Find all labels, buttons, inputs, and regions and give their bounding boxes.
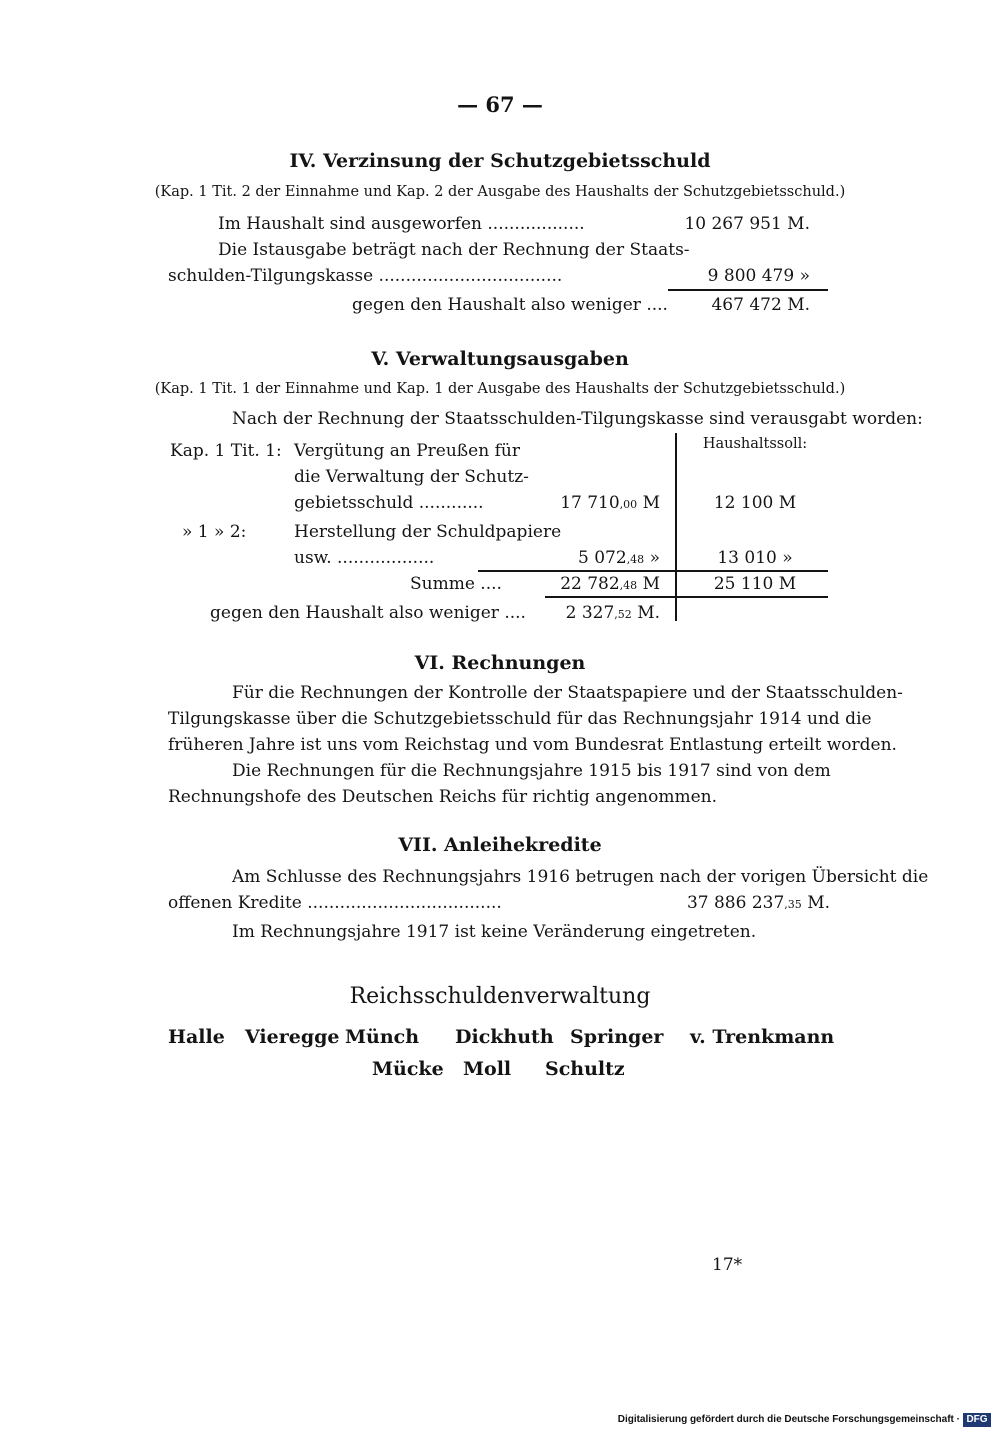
s5-row2-amount	[520, 548, 660, 568]
s6-p2-line1: Die Rechnungen für die Rechnungsjahre 1915 bis 1917 sind von dem	[232, 761, 831, 781]
s5-sum-amount-int: 22 782	[560, 574, 620, 594]
signature-name: Mücke	[372, 1058, 444, 1080]
s7-open-credits-unit: M.	[807, 893, 830, 913]
s6-p2-line2: Rechnungshofe des Deutschen Reichs für richtig angenommen.	[168, 787, 717, 807]
s4-row1-value: 10 267 951 M.	[684, 214, 810, 234]
s4-row3-label: gegen den Haushalt also weniger ....	[352, 295, 668, 315]
signature-name: v. Trenkmann	[690, 1026, 835, 1048]
section-vii-title: VII. Anleihekredite	[398, 834, 602, 856]
signature-name: Springer	[570, 1026, 664, 1048]
section-v-title: V. Verwaltungsausgaben	[371, 348, 629, 370]
signature-name: Moll	[463, 1058, 512, 1080]
s5-sum-label: Summe ....	[410, 574, 502, 594]
s5-sum-amount	[520, 574, 660, 594]
s5-less-rule	[545, 596, 828, 598]
s4-row2-label-b: schulden-Tilgungskasse ..................................	[168, 266, 563, 286]
s6-p1-line2: Tilgungskasse über die Schutzgebietsschuld für das Rechnungsjahr 1914 und die	[168, 709, 872, 729]
s6-p1-line1: Für die Rechnungen der Kontrolle der Staatspapiere und der Staatsschulden-	[232, 683, 903, 703]
s5-sum-amount-unit: M	[642, 574, 660, 594]
sheet-mark: 17*	[712, 1255, 743, 1275]
s5-sum-amount-dec: ,48	[619, 579, 638, 592]
s7-open-credits-int: 37 886 237	[686, 893, 785, 913]
s5-row1-desc-1: Vergütung an Preußen für	[294, 441, 520, 461]
s5-less-amount-dec: ,52	[614, 608, 632, 621]
s5-sum-soll: 25 110 M	[713, 574, 797, 594]
s5-row1-amount-int: 17 710	[560, 493, 620, 513]
s5-row1-amount-unit: M	[642, 493, 660, 513]
s5-vertical-rule	[675, 433, 677, 621]
s5-less-label: gegen den Haushalt also weniger ....	[210, 603, 526, 623]
signature-name: Schultz	[545, 1058, 625, 1080]
page-number: — 67 —	[457, 92, 543, 117]
signature-authority: Reichsschuldenverwaltung	[349, 984, 651, 1009]
signature-name: Vieregge	[245, 1026, 340, 1048]
s4-row2-value: 9 800 479 »	[707, 266, 810, 286]
s5-row1-soll: 12 100 M	[713, 493, 797, 513]
section-vi-title: VI. Rechnungen	[414, 652, 586, 674]
s5-row1-key: Kap. 1 Tit. 1:	[170, 441, 282, 461]
s5-row2-desc-1: Herstellung der Schuldpapiere	[294, 522, 562, 542]
section-iv-reference: (Kap. 1 Tit. 2 der Einnahme und Kap. 2 der Ausgabe des Haushalts der Schutzgebietsschuld.)	[154, 184, 846, 200]
section-iv-title: IV. Verzinsung der Schutzgebietsschuld	[289, 150, 711, 172]
s4-sum-rule	[668, 289, 828, 291]
s5-sum-rule	[478, 570, 828, 572]
s5-row2-amount-dec: ,48	[626, 553, 645, 566]
signature-name: Münch	[345, 1026, 420, 1048]
s7-p1-line2-label: offenen Kredite ....................................	[168, 893, 502, 913]
s5-less-amount-int: 2 327	[565, 603, 615, 623]
s5-less-amount	[520, 603, 660, 623]
s5-row2-desc-2: usw. ..................	[294, 548, 435, 568]
s7-p2: Im Rechnungsjahre 1917 ist keine Veränderung eingetreten.	[232, 922, 757, 942]
s4-row2-label-a: Die Istausgabe beträgt nach der Rechnung der Staats-	[218, 240, 690, 260]
s5-row2-soll: 13 010 »	[717, 548, 793, 568]
s5-row2-amount-int: 5 072	[578, 548, 627, 568]
s5-less-amount-unit: M.	[637, 603, 660, 623]
digitization-credit: Digitalisierung gefördert durch die Deutsche Forschungsgemeinschaft ·	[617, 1414, 960, 1425]
s7-open-credits-dec: ,35	[784, 898, 802, 911]
s5-row2-key: » 1 » 2:	[182, 522, 247, 542]
s7-p1-line1: Am Schlusse des Rechnungsjahrs 1916 betrugen nach der vorigen Übersicht die	[232, 867, 929, 887]
section-v-intro: Nach der Rechnung der Staatsschulden-Tilgungskasse sind verausgabt worden:	[232, 409, 923, 429]
s6-p1-line3: früheren Jahre ist uns vom Reichstag und vom Bundesrat Entlastung erteilt worden.	[168, 735, 897, 755]
s5-row1-desc-3: gebietsschuld ............	[294, 493, 484, 513]
s5-row2-amount-unit: »	[649, 548, 660, 568]
s5-row1-amount-dec: ,00	[619, 498, 638, 511]
dfg-logo: DFG	[963, 1413, 991, 1427]
signature-name: Halle	[168, 1026, 225, 1048]
s5-row1-amount	[520, 493, 660, 513]
s5-row1-desc-2: die Verwaltung der Schutz-	[294, 467, 529, 487]
s7-open-credits-amount	[640, 893, 830, 913]
s4-row3-value: 467 472 M.	[711, 295, 810, 315]
s4-row1-label: Im Haushalt sind ausgeworfen ..................	[218, 214, 585, 234]
signature-name: Dickhuth	[455, 1026, 554, 1048]
s5-column-header-soll: Haushaltssoll:	[702, 436, 808, 452]
section-v-reference: (Kap. 1 Tit. 1 der Einnahme und Kap. 1 der Ausgabe des Haushalts der Schutzgebietsschuld.)	[154, 381, 846, 397]
